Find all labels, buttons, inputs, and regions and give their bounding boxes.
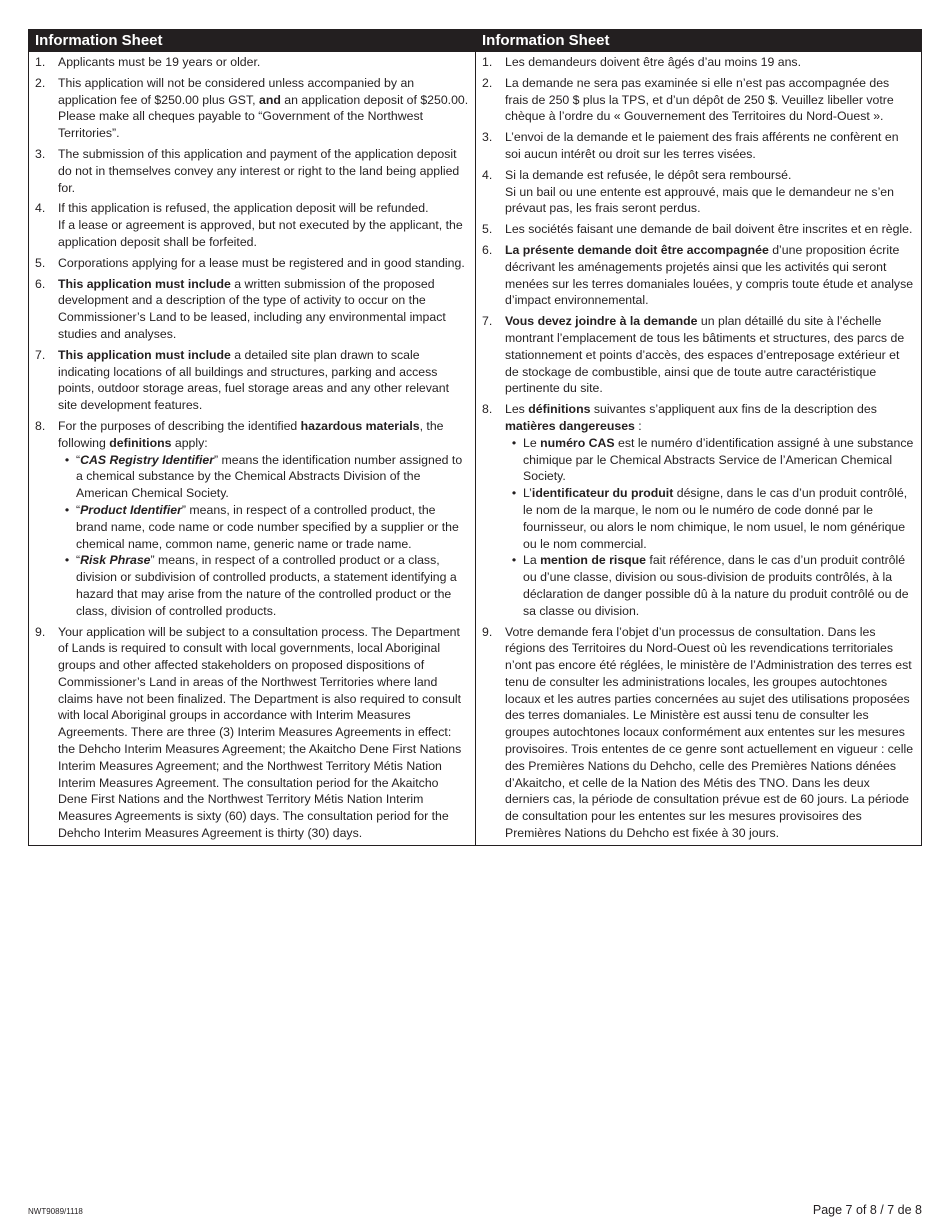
item-number: 3. [35,146,46,161]
item-text: This application must include a written submission of the proposed development and a description of the type of activity to occur on the Commissioner’s Land to be leased, including any environmental impact studies and analyses. [58,276,446,341]
information-sheet [28,29,922,846]
item-text: Corporations applying for a lease must be registered and in good standing. [58,255,465,270]
item-number: 9. [35,624,46,639]
item-text: Your application will be subject to a consultation process. The Department of Lands is required to consult with local governments, local Aboriginal groups and other affected stakeholders on proposed dispositions of Commissioner’s Land in areas of the Northwest Territories where land claims have not been finalized. The Department is also required to consult with local Aboriginal groups in accordance with Interim Measures Agreements. There are three (3) Interim Measures Agreements in effect: the Dehcho Interim Measures Agreement; the Akaitcho Dene First Nations Interim Measures Agreement; and the Northwest Territory Métis Nation Interim Measures Agreement. The consultation period for the Akaitcho Dene First Nations and the Northwest Territory Métis Nation Interim Measures Agreements is sixty (60) days. The consultation period for the Dehcho Interim Measures Agreement is thirty (30) days. [58,624,462,841]
item-text: Les demandeurs doivent être âgés d’au moins 19 ans. [505,55,801,69]
item-number: 1. [35,55,46,69]
item-text: This application will not be considered unless accompanied by an application fee of $250.00 plus GST, and an application deposit of $250.00. Please make all cheques payable to “Government of the Northwest Territories”. [58,75,469,141]
list-item [35,200,469,250]
item-number: 2. [35,75,46,90]
english-column [29,30,475,845]
item-text: For the purposes of describing the identified hazardous materials, the following definitions apply: • “CAS Registry Identifier” means the identification number assigned to a chemical substance by the Chemical Abstracts Division of the American Chemical Society. • “Product Identifier” means, in respect of a controlled product, the brand name, code name or code number specified by a supplier or the chemical name, common name, generic name or trade name. • “Risk Phrase” means, in respect of a controlled product or a class, division or subdivision of controlled products, a statement identifying a hazard that may arise from the nature of the controlled product or the class, division of controlled products. [58,418,469,620]
definition-bullet: • “Risk Phrase” means, in respect of a controlled product or a class, division or subdivision of controlled products, a statement identifying a hazard that may arise from the nature of the controlled product or the class, division of controlled products. [64,553,457,618]
item-number: 7. [35,347,46,362]
item-text: L’envoi de la demande et le paiement des frais afférents ne confèrent en soi aucun intérêt ou droit sur les terres visées. [505,130,899,161]
item-number: 4. [482,167,493,182]
item-text: Les définitions suivantes s’appliquent aux fins de la description des matières dangereuses : • Le numéro CAS est le numéro d’identification assigné à une substance chimique par le Chemical Abstracts Service de l’American Chemical Society. • L’identificateur du produit désigne, dans le cas d’un produit contrôlé, le nom de la marque, le nom ou le numéro de code donné par le fournisseur, ou alors le nom chimique, le nom usuel, le nom générique ou le nom commercial. • La mention de risque fait référence, dans le cas d’un produit contrôlé ou d’une classe, division ou sous-division de produits contrôlés, à la déclaration de danger possible dû à la nature du produit contrôlé ou de sa classe ou division. [505,402,914,618]
list-item [482,313,915,397]
item-text: Les sociétés faisant une demande de bail doivent être inscrites et en règle. [505,222,913,237]
definition-bullet: • L’identificateur du produit désigne, dans le cas d’un produit contrôlé, le nom de la marque, le nom ou le numéro de code donné par le fournisseur, ou alors le nom chimique, le nom usuel, le nom générique ou le nom commercial. [511,486,908,551]
list-item [482,401,915,619]
list-item [482,167,915,217]
definition-bullet: • La mention de risque fait référence, dans le cas d’un produit contrôlé ou d’une classe, division ou sous-division de produits contrôlés, à la déclaration de danger possible dû à la nature du produit contrôlé ou de sa classe ou division. [511,553,909,618]
list-item [35,146,469,196]
french-column [475,30,921,845]
list-item [482,75,915,125]
list-item [35,276,469,343]
french-items [476,52,921,845]
item-number: 2. [482,75,493,90]
item-text: This application must include a detailed site plan drawn to scale indicating locations of all buildings and structures, parking and access points, outdoor storage areas, fuel storage areas and any other relevant site development features. [58,347,450,413]
item-number: 5. [35,255,46,270]
item-number: 4. [35,201,46,216]
item-number: 6. [35,276,46,291]
list-item [35,347,469,414]
item-text: Applicants must be 19 years or older. [58,55,261,69]
item-text: La demande ne sera pas examinée si elle n’est pas accompagnée des frais de 250 $ plus la TPS, et d’un dépôt de 250 $. Veuillez libeller votre chèque à l’ordre du « Gouvernement des Territoires du Nord-Ouest ». [505,75,894,124]
form-code: NWT9089/1118 [28,1207,83,1216]
list-item [482,54,915,71]
list-item [482,129,915,163]
item-text: Vous devez joindre à la demande un plan détaillé du site à l’échelle montrant l’emplacement de tous les bâtiments et structures, des parcs de stationnement et points d’accès, des espaces d’entreposage extérieur et de stockage de combustible, ainsi que de toute autre caractéristique pertinente du site. [505,314,905,396]
list-item [482,221,915,238]
list-item [35,75,469,142]
definition-bullet: • “Product Identifier” means, in respect of a controlled product, the brand name, code name or code number specified by a supplier or the chemical name, common name, generic name or trade name. [64,502,459,551]
item-number: 7. [482,314,493,329]
list-item [35,255,469,272]
item-number: 8. [35,418,46,433]
item-number: 3. [482,130,493,145]
item-text: The submission of this application and payment of the application deposit do not in themselves convey any interest or right to the land being applied for. [58,146,460,195]
french-header: Information Sheet [476,30,921,52]
list-item [35,418,469,620]
item-text: Si la demande est refusée, le dépôt sera remboursé. Si un bail ou une entente est approuvé, mais que le demandeur ne s’en prévaut pas, les frais seront perdus. [505,167,894,216]
item-number: 9. [482,624,493,639]
item-text: La présente demande doit être accompagnée d’une proposition écrite décrivant les aménagements projetés ainsi que les activités qui seront menées sur les terres domaniales louées, y compris toute étude et analyse d’impact environnemental. [505,242,914,308]
item-text: Votre demande fera l’objet d’un processus de consultation. Dans les régions des Territoires du Nord-Ouest où les revendications territoriales n’ont pas encore été réglées, le ministère de l’Administration des terres est tenu de consulter les administrations locales, les groupes autochtones locaux et les autres parties concernées au sujet des utilisations proposées des terres domaniales. Le Ministère est aussi tenu de consulter les groupes autochtones locaux conformément aux ententes sur les mesures provisoires. Trois ententes de ce genre sont actuellement en vigueur : celle des Premières Nations du Dehcho, celle des Premières Nations dénées d’Akaitcho, et celle de la Nation des Métis des TNO. Dans les deux derniers cas, la période de consultation prévue est de 60 jours. La période de consultation pour les ententes sur les mesures provisoires des Premières Nations du Dehcho est fixée à 30 jours. [505,624,914,841]
english-header: Information Sheet [29,30,475,52]
item-number: 6. [482,242,493,257]
item-text: If this application is refused, the application deposit will be refunded. If a lease or agreement is approved, but not executed by the applicant, the application deposit shall be forfeited. [58,201,463,249]
definition-bullet: • “CAS Registry Identifier” means the identification number assigned to a chemical substance by the Chemical Abstracts Division of the American Chemical Society. [64,452,463,501]
item-number: 5. [482,222,493,237]
item-number: 1. [482,55,493,69]
list-item [482,242,915,309]
page-number: Page 7 of 8 / 7 de 8 [812,1203,922,1217]
list-item [35,624,469,842]
list-item [482,624,915,842]
definition-bullet: • Le numéro CAS est le numéro d’identification assigné à une substance chimique par le Chemical Abstracts Service de l’American Chemical Society. [511,435,914,484]
english-items [29,52,475,845]
item-number: 8. [482,402,493,417]
list-item [35,54,469,71]
